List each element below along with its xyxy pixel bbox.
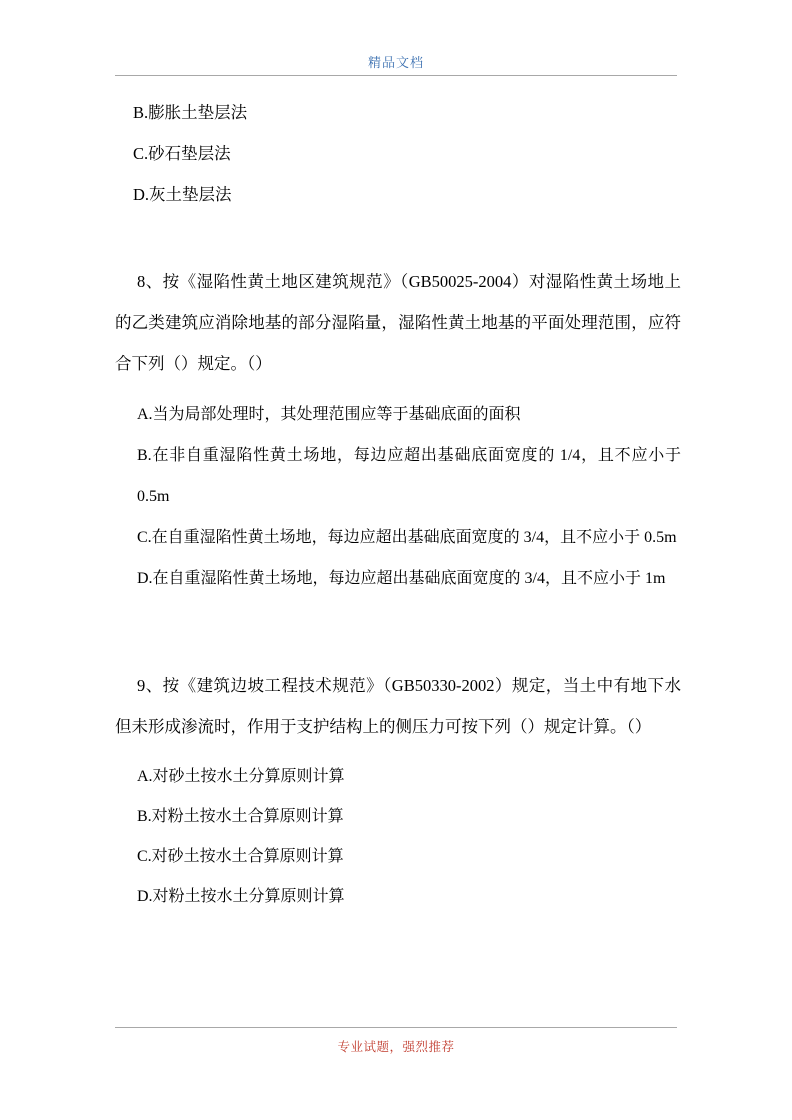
list-item: D.灰土垫层法 <box>133 185 232 204</box>
question-9-option-c: C.对砂土按水土合算原则计算 <box>137 848 344 865</box>
spacer <box>115 747 681 757</box>
question-8-option-a: A.当为局部处理时，其处理范围应等于基础底面的面积 <box>137 406 521 423</box>
footer-watermark: 专业试题，强烈推荐 <box>337 1039 455 1054</box>
question-9-stem: 9、按《建筑边坡工程技术规范》（GB50330-2002）规定，当土中有地下水但未形成渗流时，作用于支护结构上的侧压力可按下列（）规定计算。（） <box>115 676 681 736</box>
question-8-option-c: C.在自重湿陷性黄土场地，每边应超出基础底面宽度的 3/4，且不应小于 0.5m <box>137 529 677 546</box>
header-divider <box>115 75 677 76</box>
question-8-option-b: B.在非自重湿陷性黄土场地，每边应超出基础底面宽度的 1/4，且不应小于 0.5m <box>137 447 681 505</box>
footer-divider <box>115 1027 677 1028</box>
spacer <box>115 215 681 261</box>
question-8-stem: 8、按《湿陷性黄土地区建筑规范》（GB50025-2004）对湿陷性黄土场地上的乙类建筑应消除地基的部分湿陷量，湿陷性黄土地基的平面处理范围，应符合下列（）规定。（） <box>115 272 681 373</box>
question-8-option-d: D.在自重湿陷性黄土场地，每边应超出基础底面宽度的 3/4，且不应小于 1m <box>137 570 666 587</box>
header-watermark: 精品文档 <box>367 56 424 71</box>
document-body <box>115 92 681 917</box>
question-9-option-b: B.对粉土按水土合算原则计算 <box>137 808 344 825</box>
spacer <box>115 384 681 394</box>
list-item: B.膨胀土垫层法 <box>133 103 248 122</box>
list-item: C.砂石垫层法 <box>133 144 231 163</box>
question-9-option-d: D.对粉土按水土分算原则计算 <box>137 888 345 905</box>
question-9-option-a: A.对砂土按水土分算原则计算 <box>137 768 345 785</box>
spacer <box>115 599 681 665</box>
